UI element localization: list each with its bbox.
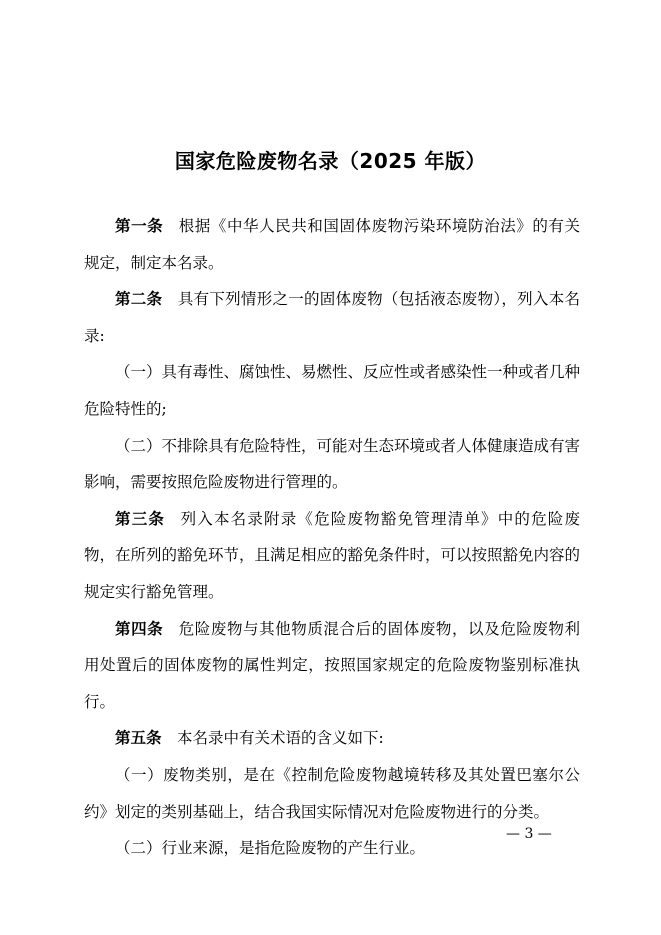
article-heading: 第一条 [115,217,164,235]
item-text: （二）行业来源，是指危险废物的产生行业。 [115,839,426,858]
article-heading: 第四条 [115,619,164,638]
article-2-item-2 [84,428,580,501]
article-4 [84,611,580,721]
article-heading: 第三条 [115,509,166,528]
item-text: （二）不排除具有危险特性，可能对生态环境或者人体健康造成有害影响，需要按照危险废物进行管理的。 [84,436,581,492]
article-2-item-1 [84,354,580,427]
article-text: 危险废物与其他物质混合后的固体废物，以及危险废物利用处置后的固体废物的属性判定，按照国家规定的危险废物鉴别标准执行。 [84,619,580,711]
article-heading: 第五条 [115,729,162,748]
article-heading: 第二条 [115,290,163,309]
item-text: （一）废物类别，是在《控制危险废物越境转移及其处置巴塞尔公约》划定的类别基础上，结合我国实际情况对危险废物进行的分类。 [84,765,580,821]
article-3 [84,501,580,611]
item-text: （一）具有毒性、腐蚀性、易燃性、反应性或者感染性一种或者几种危险特性的; [84,363,581,418]
article-text: 根据《中华人民共和国固体废物污染环境防治法》的有关规定，制定本名录。 [84,217,580,272]
article-text: 具有下列情形之一的固体废物（包括液态废物），列入本名录: [84,290,580,345]
article-5 [84,720,580,757]
article-1 [84,208,580,281]
page-number: — 3 — [506,826,552,842]
page-title: 国家危险废物名录（2025 年版） [174,149,487,173]
article-text: 列入本名录附录《危险废物豁免管理清单》中的危险废物，在所列的豁免环节，且满足相应的豁免条件时，可以按照豁免内容的规定实行豁免管理。 [84,509,581,601]
document-body [84,208,580,867]
article-5-item-1 [84,757,580,830]
article-text: 本名录中有关术语的含义如下: [177,729,384,748]
article-2 [84,281,580,354]
